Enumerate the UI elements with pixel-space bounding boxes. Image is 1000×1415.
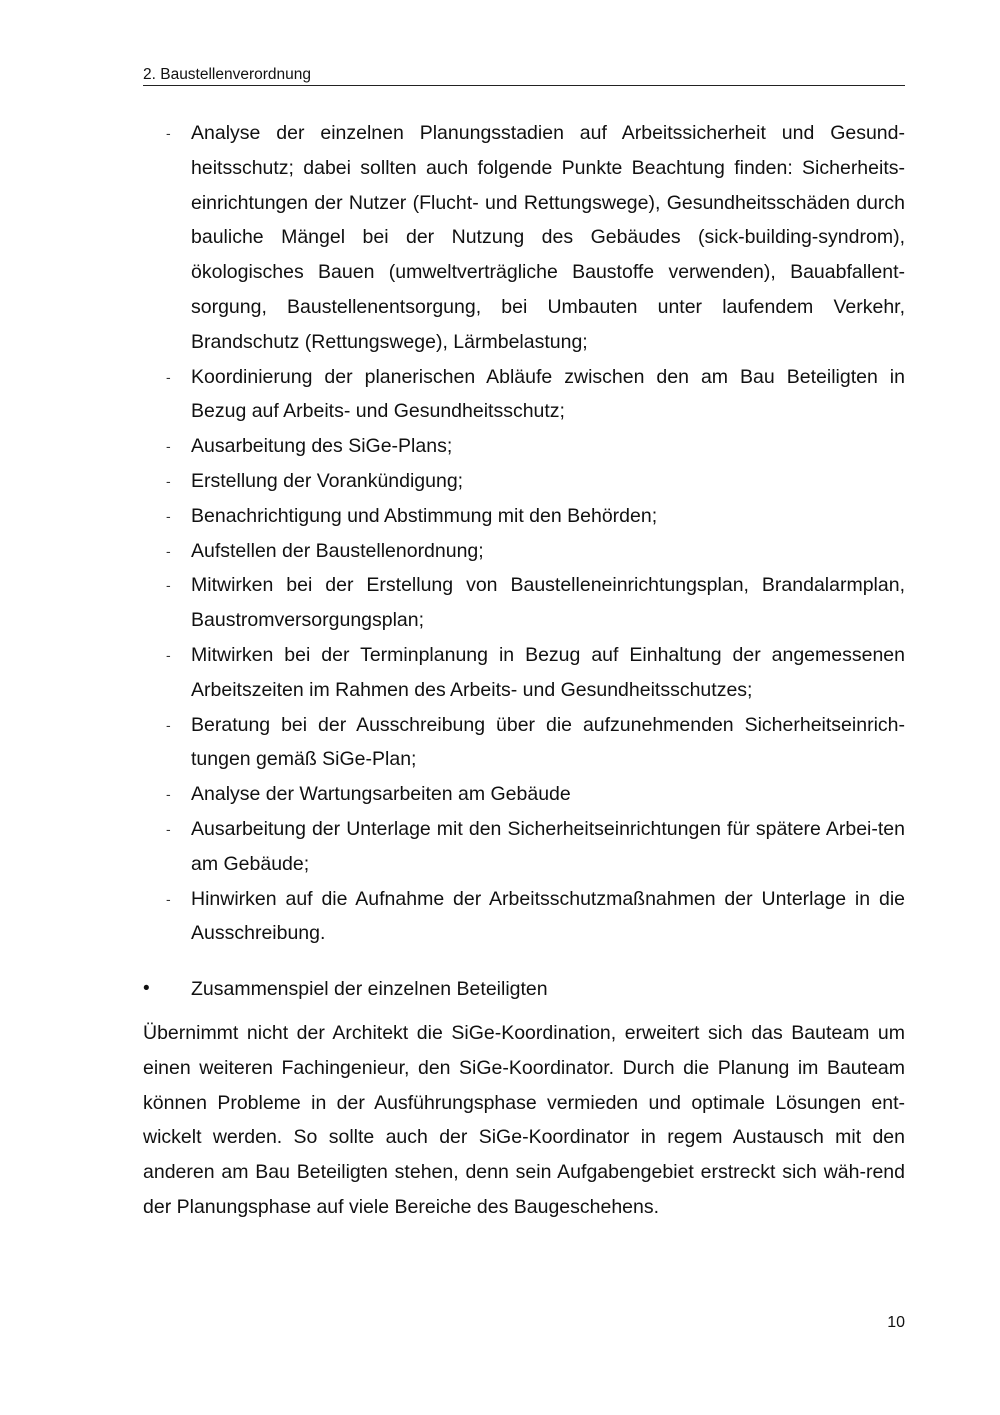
- list-item-text: Aufstellen der Baustellenordnung;: [191, 539, 484, 562]
- list-item: [143, 464, 905, 499]
- list-item: [143, 812, 905, 882]
- list-item: [143, 360, 905, 430]
- list-item: [143, 499, 905, 534]
- dash-marker: -: [166, 646, 171, 663]
- list-item: [143, 534, 905, 569]
- list-item-text: Ausarbeitung des SiGe-Plans;: [191, 435, 453, 458]
- bullet-icon: •: [143, 978, 150, 999]
- dash-marker: -: [166, 368, 171, 385]
- body-paragraph: Übernimmt nicht der Architekt die SiGe-Koordination, erweitert sich das Bauteam um einen weiteren Fachingenieur, den SiGe-Koordinator. Durch die Planung im Bauteam können Probleme in der Ausführungsphase vermieden und optimale Lösungen ent-wickelt werden. So sollte auch der SiGe-Koordinator in regem Austausch mit den anderen am Bau Beteiligten stehen, denn sein Aufgabengebiet erstreckt sich wäh-rend der Planungsphase auf viele Bereiche des Baugeschehens.: [143, 1022, 905, 1218]
- task-list: [143, 116, 905, 951]
- list-item-text: Ausarbeitung der Unterlage mit den Sicherheitseinrichtungen für spätere Arbei-ten am Gebäude;: [191, 817, 905, 875]
- dash-marker: -: [166, 125, 171, 141]
- dash-marker: -: [166, 542, 171, 559]
- list-item: [143, 777, 905, 812]
- dash-marker: -: [166, 786, 171, 803]
- list-item-text: Benachrichtigung und Abstimmung mit den Behörden;: [191, 504, 658, 527]
- list-item: [143, 568, 905, 638]
- dash-marker: -: [166, 716, 171, 733]
- page-number: 10: [887, 1314, 905, 1331]
- list-item: [143, 708, 905, 778]
- dash-marker: -: [166, 472, 171, 489]
- list-item-text: Mitwirken bei der Erstellung von Baustelleneinrichtungsplan, Brandalarmplan, Baustromversorgungsplan;: [191, 574, 905, 632]
- list-item: [143, 638, 905, 708]
- list-item-text: Analyse der Wartungsarbeiten am Gebäude: [191, 783, 571, 806]
- dash-marker: -: [166, 890, 171, 907]
- dash-marker: -: [166, 577, 171, 594]
- list-item: [143, 116, 905, 360]
- list-item-text: Analyse der einzelnen Planungsstadien auf Arbeitssicherheit und Gesund-heitsschutz; dabei sollten auch folgende Punkte Beachtung finden: Sicherheits-einrichtungen der Nutzer (Flucht- und Rettungswege), Gesundheitsschäden durch bauliche Mängel bei der Nutzung des Gebäudes (sick-building-syndrom), ökologisches Bauen (umweltverträgliche Baustoffe verwenden), Bauabfallent-sorgung, Baustellenentsorgung, bei Umbauten unter laufendem Verkehr, Brandschutz (Rettungswege), Lärmbelastung;: [191, 122, 905, 353]
- list-item-text: Erstellung der Vorankündigung;: [191, 469, 464, 492]
- list-item: [143, 429, 905, 464]
- list-item-text: Hinwirken auf die Aufnahme der Arbeitsschutzmaßnahmen der Unterlage in die Ausschreibung.: [191, 887, 905, 945]
- list-item-text: Beratung bei der Ausschreibung über die aufzunehmenden Sicherheitseinrich-tungen gemäß SiGe-Plan;: [191, 713, 905, 771]
- list-item-text: Mitwirken bei der Terminplanung in Bezug auf Einhaltung der angemessenen Arbeitszeiten im Rahmen des Arbeits- und Gesundheitsschutzes;: [191, 643, 905, 701]
- dash-marker: -: [166, 820, 171, 837]
- list-item-text: Koordinierung der planerischen Abläufe zwischen den am Bau Beteiligten in Bezug auf Arbeits- und Gesundheitsschutz;: [191, 365, 905, 423]
- list-item: [143, 882, 905, 952]
- running-header: 2. Baustellenverordnung: [143, 66, 905, 86]
- dash-marker: -: [166, 507, 171, 524]
- section-heading-text: Zusammenspiel der einzelnen Beteiligten: [191, 978, 548, 1000]
- dash-marker: -: [166, 438, 171, 455]
